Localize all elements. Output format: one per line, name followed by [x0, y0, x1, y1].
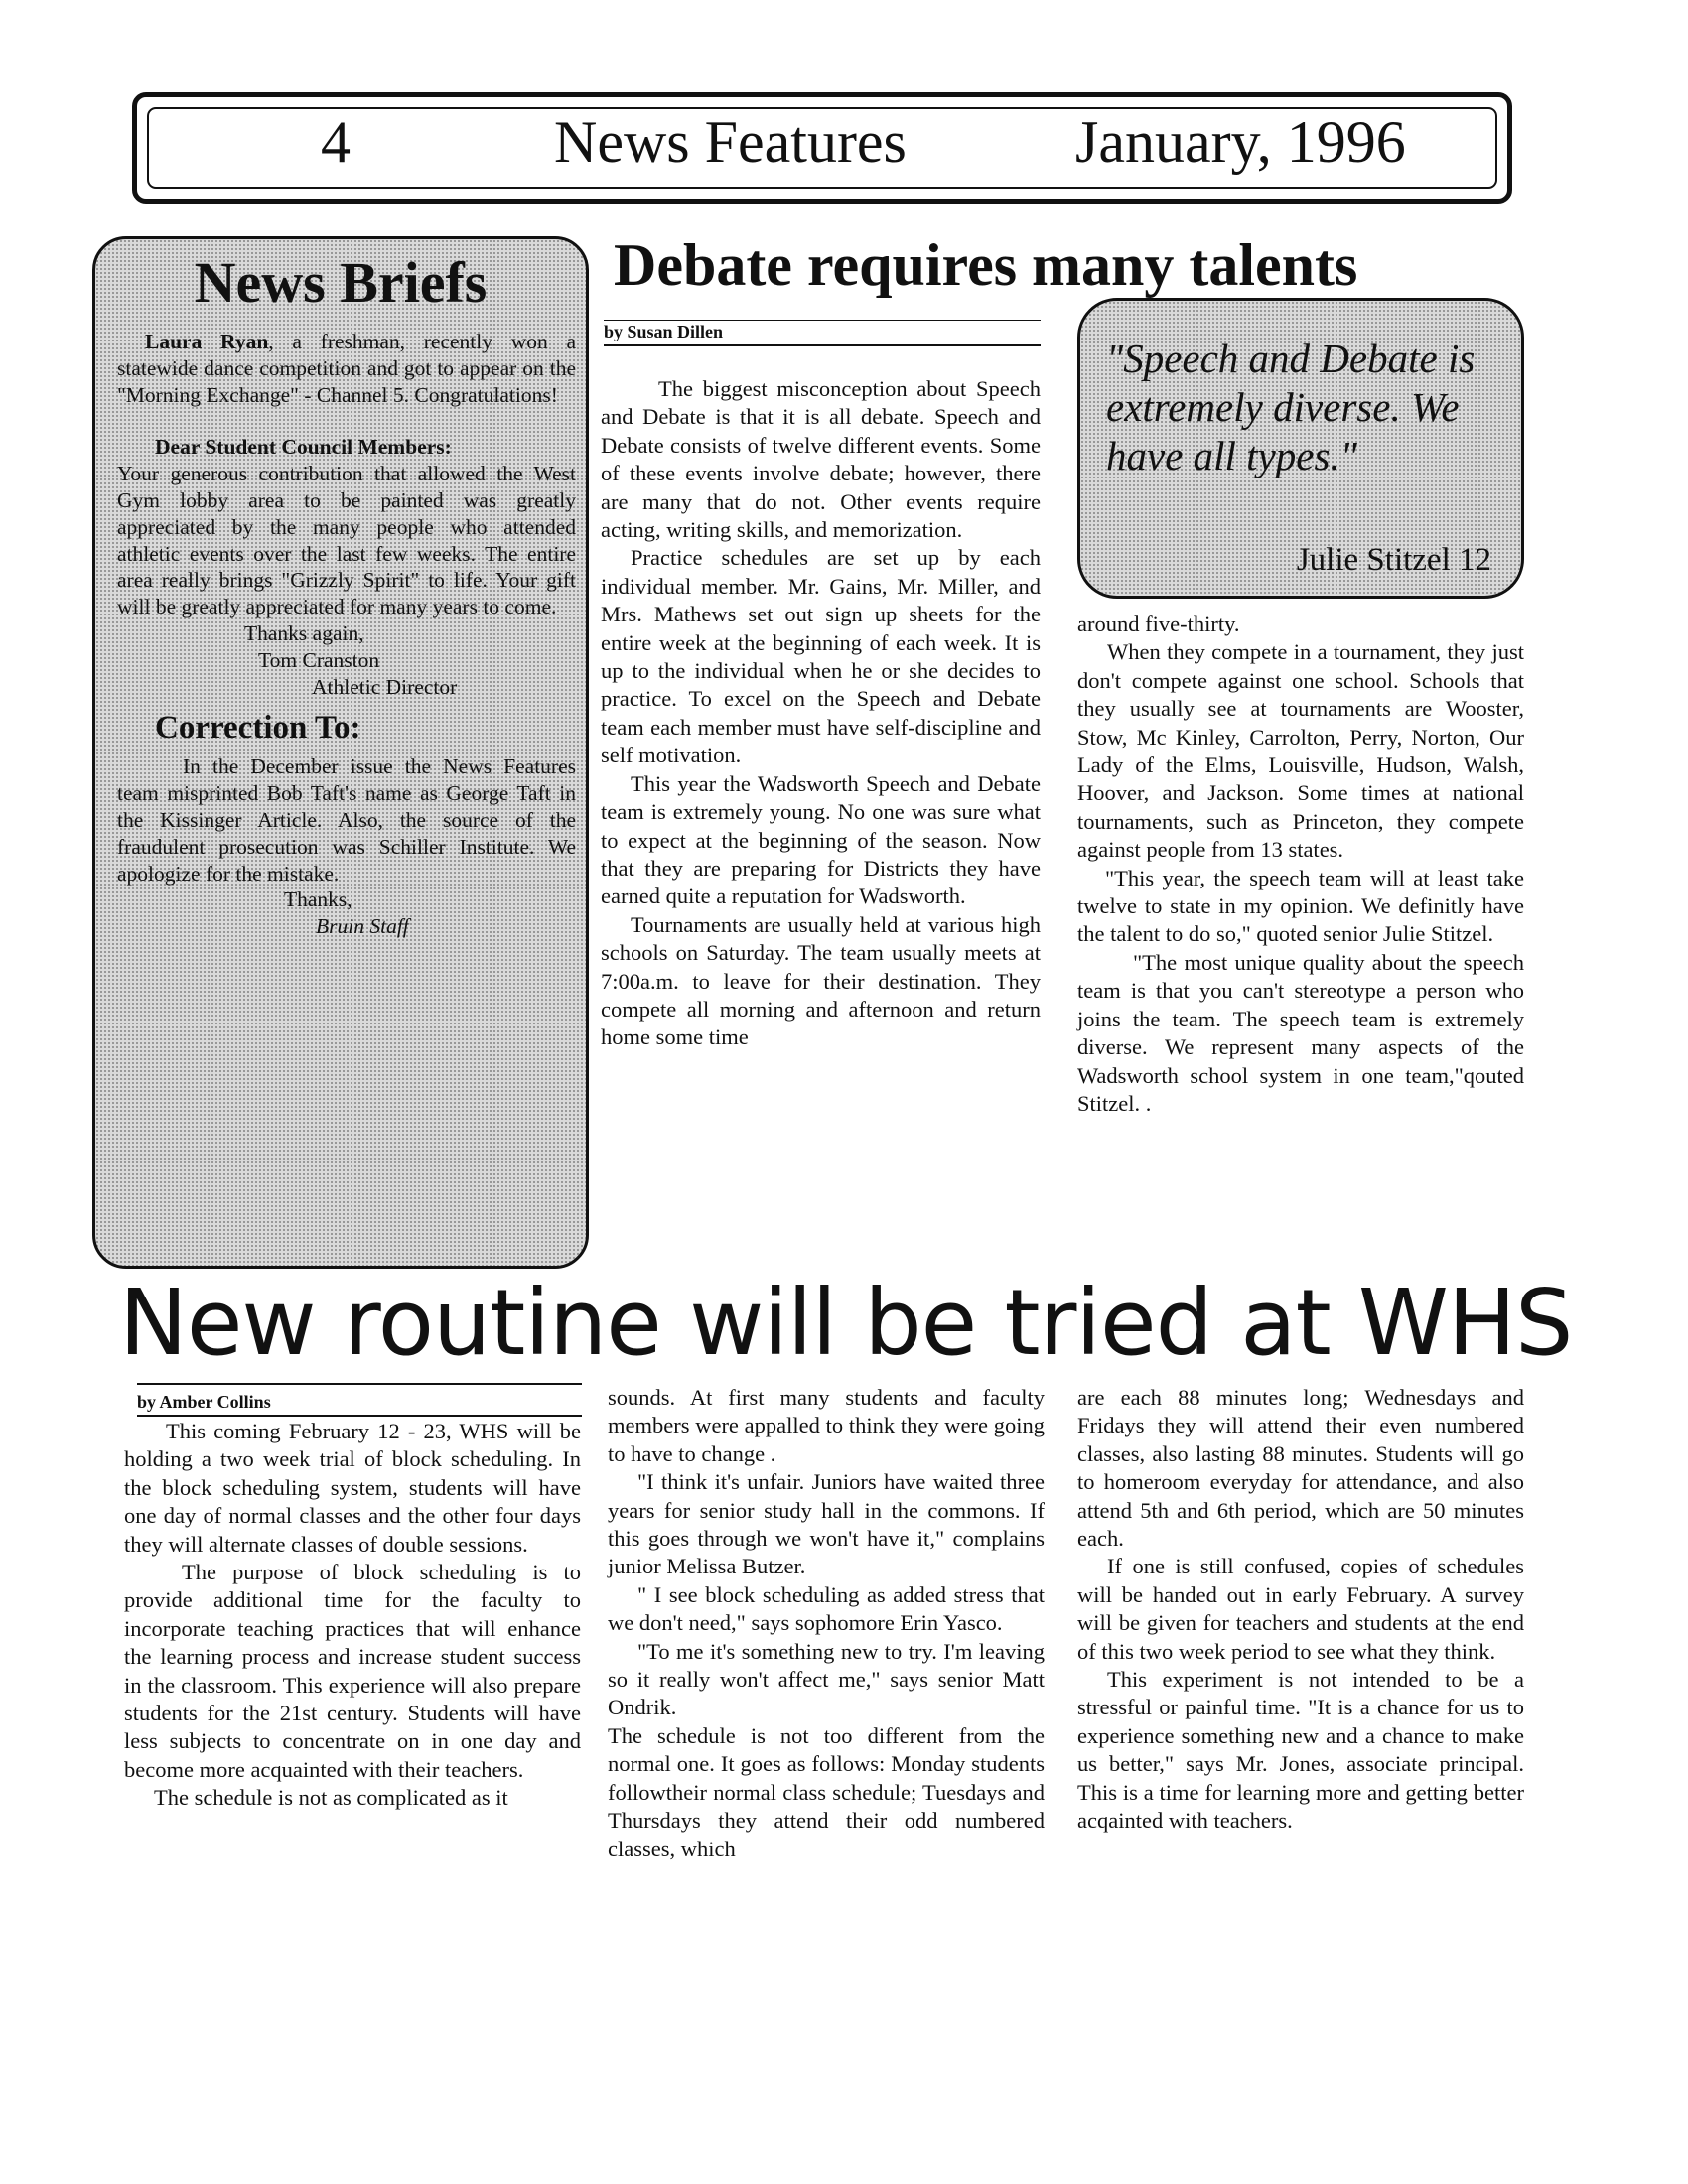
paragraph: This year the Wadsworth Speech and Debate team is extremely young. No one was sure what to expect at the beginning of the season. Now that they are preparing for Districts they have earned quite a reputation for Wadsworth.: [601, 770, 1041, 909]
paragraph: are each 88 minutes long; Wednesdays and Fridays they will attend their even numbered classes, also lasting 88 minutes. Students will go to homeroom everyday for attendance, and also attend 5th and 6th period, which are 50 minutes each.: [1077, 1385, 1524, 1552]
paragraph: Tournaments are usually held at various high schools on Saturday. The team usually meets at 7:00a.m. to leave for their destination. They compete all morning and afternoon and return home some time: [601, 911, 1041, 1050]
correction-signer: Bruin Staff: [316, 914, 409, 939]
paragraph: The schedule is not as complicated as it: [154, 1785, 508, 1811]
masthead: [132, 92, 1512, 204]
news-briefs-body: [117, 329, 576, 940]
debate-byline-rule: [604, 344, 1041, 346]
pull-quote-box: [1077, 298, 1524, 599]
paragraph: "This year, the speech team will at least take twelve to state in my opinion. We definitly have the talent to do so," quoted senior Julie Stitzel.: [1077, 865, 1524, 947]
letter-body: Your generous contribution that allowed the West Gym lobby area to be painted was greatly appreciated by the many people who attended athletic events over the last few weeks. The entire area really brings "Grizzly Spirit" to life. Your gift will be greatly appreciated for many years to come.: [117, 462, 576, 619]
brief-item-name: Laura Ryan: [145, 330, 269, 353]
routine-byline-rule: [137, 1415, 582, 1417]
letter-salutation: Dear Student Council Members:: [155, 435, 452, 460]
paragraph: "I think it's unfair. Juniors have waited three years for senior study hall in the commons. If this goes through we won't have it," complains junior Melissa Butzer.: [608, 1469, 1045, 1579]
paragraph: Practice schedules are set up by each individual member. Mr. Gains, Mr. Miller, and Mrs. Mathews set out sign up sheets for the entire week at the beginning of each week. It is up to the individual when he or she decides to practice. To excel on the Speech and Debate team each member must have self-discipline and self motivation.: [601, 545, 1041, 768]
pull-quote-text: "Speech and Debate is extremely diverse. We have all types.": [1106, 336, 1476, 478]
routine-byline-rule-top: [137, 1383, 582, 1385]
pull-quote-attribution: Julie Stitzel 12: [1296, 542, 1491, 578]
paragraph: sounds. At first many students and faculty members were appalled to think they were going to have to change .: [608, 1385, 1045, 1466]
section-title: News Features: [554, 109, 907, 175]
routine-column-3: [1077, 1384, 1524, 1836]
correction-closing: Thanks,: [284, 887, 352, 912]
paragraph: This experiment is not intended to be a stressful or painful time. "It is a chance for us to experience something new and a chance to make us better," says Mr. Jones, associate principal. This is a time for learning more and getting better acqainted with teachers.: [1077, 1667, 1524, 1834]
debate-byline: by Susan Dillen: [604, 322, 724, 341]
routine-column-2: [608, 1384, 1045, 1863]
debate-column-2: [1077, 611, 1524, 1118]
paragraph: " I see block scheduling as added stress that we don't need," says sophomore Erin Yasco.: [608, 1581, 1045, 1636]
letter-signer-title: Athletic Director: [312, 674, 458, 699]
paragraph: "To me it's something new to try. I'm leaving so it really won't affect me," says senior Matt Ondrik.: [608, 1638, 1045, 1720]
debate-headline: Debate requires many talents: [614, 232, 1358, 298]
correction-text: In the December issue the News Features team misprinted Bob Taft's name as George Taft in the Kissinger Article. Also, the source of the fraudulent prosecution was Schiller Institute. We apologize for the mistake.: [117, 754, 576, 886]
paragraph: The purpose of block scheduling is to provide additional time for the faculty to incorporate teaching practices that will enhance the learning process and increase student success in the classroom. This experience will also prepare students for the 21st century. Students will have less subjects to concentrate on in one day and become more acquainted with their teachers.: [124, 1560, 581, 1782]
brief-item-text: , a freshman, recently won a statewide dance competition and got to appear on the "Morning Exchange" - Channel 5. Congratulations!: [117, 330, 576, 407]
paragraph: This coming February 12 - 23, WHS will be holding a two week trial of block scheduling. In the block scheduling system, students will have one day of normal classes and the other four days they will alternate classes of double sessions.: [124, 1419, 581, 1557]
paragraph: The biggest misconception about Speech and Debate is that it is all debate. Speech and Debate consists of twelve different events. Some of these events involve debate; however, there are many that do not. Other events require acting, writing skills, and memorization.: [601, 376, 1041, 543]
debate-column-1: [601, 375, 1041, 1052]
page-number: 4: [321, 109, 351, 175]
paragraph: If one is still confused, copies of schedules will be handed out in early February. A survey will be given for teachers and students at the end of this two week period to see what they think.: [1077, 1554, 1524, 1664]
brief-item-dance: [117, 329, 576, 408]
issue-date: January, 1996: [1075, 109, 1406, 175]
paragraph: "The most unique quality about the speech team is that you can't stereotype a person who joins the team. The speech team is extremely diverse. We represent many aspects of the Wadsworth school system in one team,"qouted Stitzel. .: [1077, 949, 1524, 1116]
paragraph: The schedule is not too different from the normal one. It goes as follows: Monday students followtheir normal class schedule; Tuesdays and Thursdays they attend their odd numbered classes, which: [608, 1722, 1045, 1861]
routine-headline: New routine will be tried at WHS: [119, 1270, 1573, 1376]
correction-heading: Correction To:: [155, 710, 361, 747]
routine-column-1: [124, 1418, 581, 1813]
letter-signer: Tom Cranston: [258, 647, 380, 672]
debate-byline-rule-top: [604, 320, 1041, 321]
paragraph: around five-thirty.: [1077, 612, 1240, 636]
paragraph: When they compete in a tournament, they just don't compete against one school. Schools that they usually see at tournaments are Wooster, Stow, Mc Kinley, Carrolton, Perry, Norton, Our Lady of the Elms, Louisville, Hudson, Walsh, Hoover, and Jackson. Some times at national tournaments, such as Princeton, they compete against people from 13 states.: [1077, 639, 1524, 863]
routine-byline: by Amber Collins: [137, 1392, 271, 1412]
news-briefs-box: [92, 236, 589, 1269]
news-briefs-title: News Briefs: [194, 250, 488, 315]
letter-closing: Thanks again,: [244, 620, 364, 645]
